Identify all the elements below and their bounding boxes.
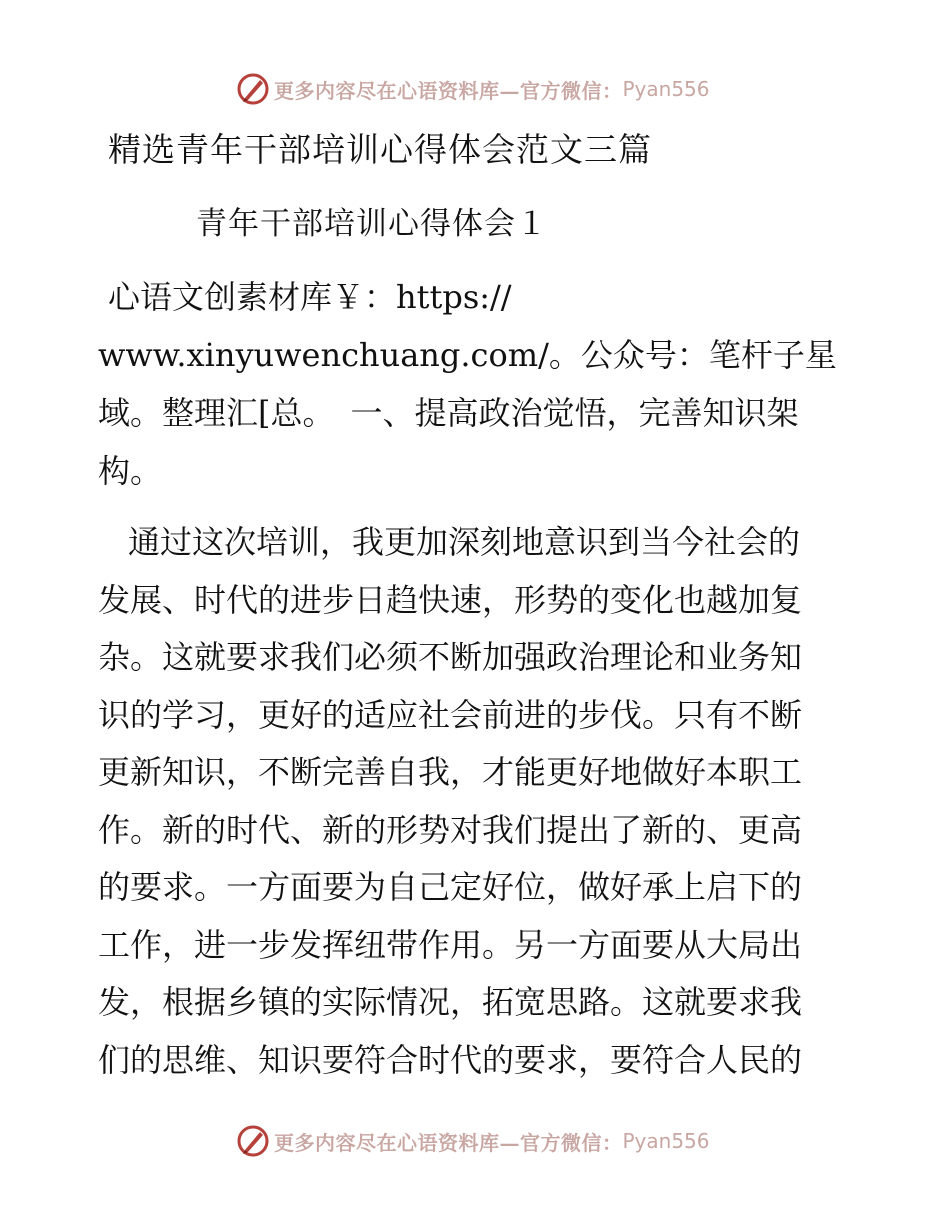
document-subtitle: 青年干部培训心得体会１ xyxy=(196,206,548,242)
footer-wechat-id: Pyan556 xyxy=(622,1129,710,1153)
paragraph-line: 们的思维、知识要符合时代的要求，要符合人民的 xyxy=(98,1040,803,1079)
paragraph-line: 通过这次培训，我更加深刻地意识到当今社会的 xyxy=(128,523,801,561)
body-paragraph xyxy=(98,514,850,1089)
intro-line: 心语文创素材库￥：https:// xyxy=(108,278,512,316)
paragraph-line: 作。新的时代、新的形势对我们提出了新的、更高 xyxy=(98,810,803,849)
intro-line: 构。 xyxy=(98,452,163,490)
intro-line: www.xinyuwenchuang.com/。公众号：笔杆子星 xyxy=(98,336,837,374)
paragraph-line: 的要求。一方面要为自己定好位，做好承上启下的 xyxy=(98,868,803,906)
paragraph-line: 发展、时代的进步日趋快速，形势的变化也越加复 xyxy=(98,580,803,619)
red-pen-logo-icon xyxy=(236,1124,270,1158)
red-pen-logo-icon xyxy=(236,72,270,106)
paragraph-line: 更新知识，不断完善自我，才能更好地做好本职工 xyxy=(98,753,803,791)
paragraph-line: 工作，进一步发挥纽带作用。另一方面要从大局出 xyxy=(98,925,803,964)
paragraph-line: 识的学习，更好的适应社会前进的步伐。只有不断 xyxy=(98,695,803,734)
intro-text xyxy=(98,268,850,500)
document-title: 精选青年干部培训心得体会范文三篇 xyxy=(108,130,652,169)
intro-line: 域。整理汇[总。 一、提高政治觉悟，完善知识架 xyxy=(98,394,799,432)
footer-banner-text: 更多内容尽在心语资料库—官方微信： xyxy=(274,1130,623,1155)
footer-banner xyxy=(236,1124,710,1158)
paragraph-line: 发，根据乡镇的实际情况，拓宽思路。这就要求我 xyxy=(98,983,803,1021)
header-wechat-id: Pyan556 xyxy=(622,77,710,101)
paragraph-line: 杂。这就要求我们必须不断加强政治理论和业务知 xyxy=(98,638,803,676)
header-banner xyxy=(236,72,710,106)
header-banner-text: 更多内容尽在心语资料库—官方微信： xyxy=(274,78,623,103)
